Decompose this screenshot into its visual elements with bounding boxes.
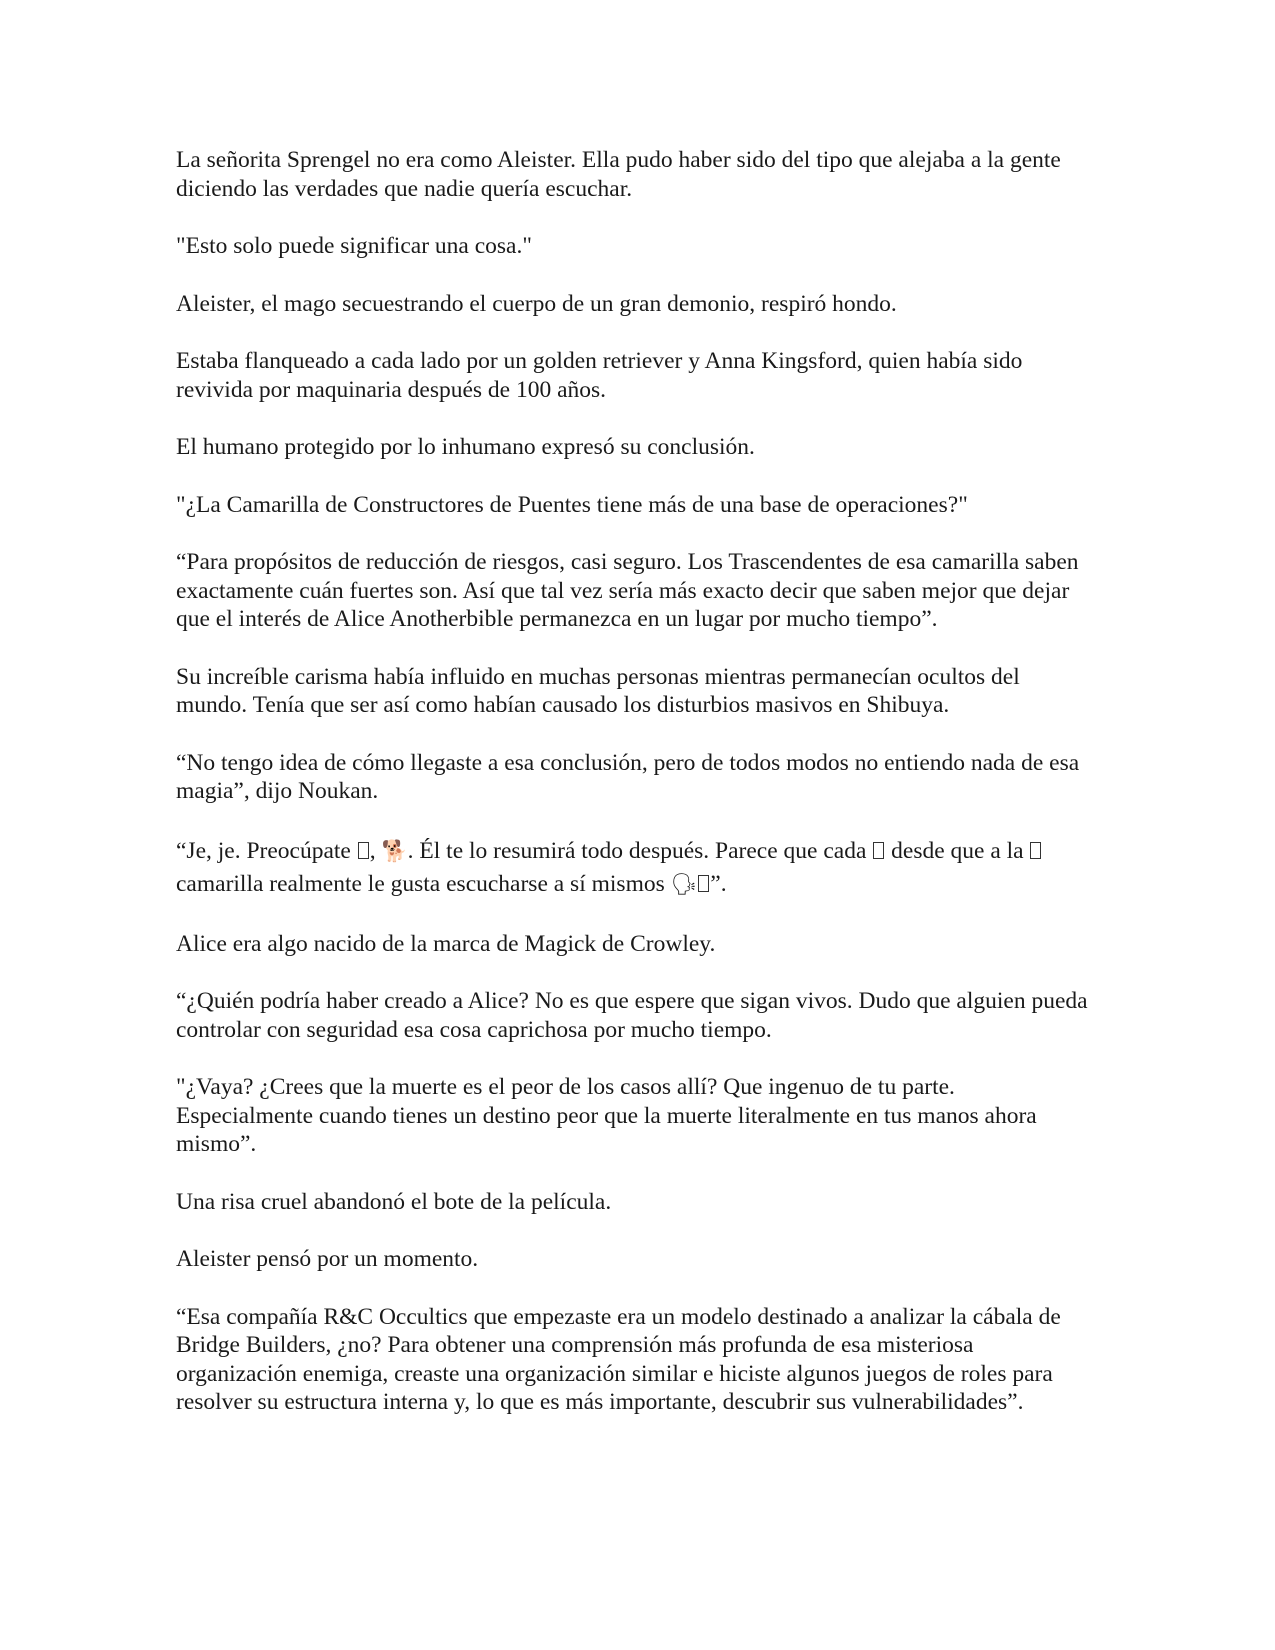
missing-glyph-icon bbox=[698, 875, 709, 892]
speaking-head-icon: 🗣 bbox=[670, 871, 698, 896]
paragraph-15: Aleister pensó por un momento. bbox=[176, 1246, 479, 1272]
paragraph-6: "¿La Camarilla de Constructores de Puentes tiene más de una base de operaciones?" bbox=[176, 491, 968, 518]
missing-glyph-icon bbox=[358, 842, 369, 859]
emoji-paragraph-text-4: desde que a la bbox=[885, 837, 1030, 864]
paragraph-5: El humano protegido por lo inhumano expresó su conclusión. bbox=[176, 434, 755, 460]
paragraph-13: "¿Vaya? ¿Crees que la muerte es el peor de los casos allí? Que ingenuo de tu parte. Especialmente cuando tienes un destino peor que la muerte literalmente en tus manos ahora mismo”. bbox=[176, 1074, 1037, 1157]
paragraph-4: Estaba flanqueado a cada lado por un golden retriever y Anna Kingsford, quien había sido revivida por maquinaria después de 100 años. bbox=[176, 348, 1023, 403]
paragraph-1: La señorita Sprengel no era como Aleister. Ella pudo haber sido del tipo que alejaba a la gente diciendo las verdades que nadie quería escuchar. bbox=[176, 147, 1061, 202]
missing-glyph-icon bbox=[873, 842, 884, 859]
paragraph-8: Su increíble carisma había influido en muchas personas mientras permanecían ocultos del mundo. Tenía que ser así como habían causado los disturbios masivos en Shibuya. bbox=[176, 663, 1020, 718]
emoji-paragraph-text-5: camarilla realmente le gusta escucharse a sí mismos bbox=[176, 870, 671, 897]
paragraph-7: “Para propósitos de reducción de riesgos, casi seguro. Los Trascendentes de esa camarilla saben exactamente cuán fuertes son. Así que tal vez sería más exacto decir que saben mejor que dejar que el interés de Alice Anotherbible permanezca en un lugar por mucho tiempo”. bbox=[176, 549, 1079, 632]
paragraph-9: “No tengo idea de cómo llegaste a esa conclusión, pero de todos modos no entiendo nada de esa magia”, dijo Noukan. bbox=[176, 749, 1080, 804]
emoji-paragraph-text-2: , bbox=[369, 837, 382, 864]
paragraph-10-emoji bbox=[176, 835, 1096, 901]
paragraph-3: Aleister, el mago secuestrando el cuerpo de un gran demonio, respiró hondo. bbox=[176, 290, 897, 317]
paragraph-11: Alice era algo nacido de la marca de Magick de Crowley. bbox=[176, 930, 716, 957]
paragraph-14: Una risa cruel abandonó el bote de la película. bbox=[176, 1188, 612, 1215]
dog-icon: 🐕 bbox=[381, 838, 408, 863]
paragraph-12: “¿Quién podría haber creado a Alice? No es que espere que sigan vivos. Dudo que alguien pueda controlar con seguridad esa cosa caprichosa por mucho tiempo. bbox=[176, 988, 1088, 1043]
emoji-paragraph-text-1: “Je, je. Preocúpate bbox=[176, 837, 357, 864]
paragraph-16: “Esa compañía R&C Occultics que empezaste era un modelo destinado a analizar la cábala de Bridge Builders, ¿no? Para obtener una comprensión más profunda de esa misteriosa organización enemiga, creaste una organización similar e hiciste algunos juegos de roles para resolver su estructura interna y, lo que es más importante, descubrir sus vulnerabilidades”. bbox=[176, 1303, 1061, 1415]
missing-glyph-icon bbox=[1030, 842, 1041, 859]
document-body bbox=[176, 146, 1096, 1446]
emoji-paragraph-text-3: . Él te lo resumirá todo después. Parece que cada bbox=[407, 837, 873, 864]
emoji-paragraph-text-6: ”. bbox=[710, 870, 727, 897]
paragraph-2: "Esto solo puede significar una cosa." bbox=[176, 233, 532, 259]
